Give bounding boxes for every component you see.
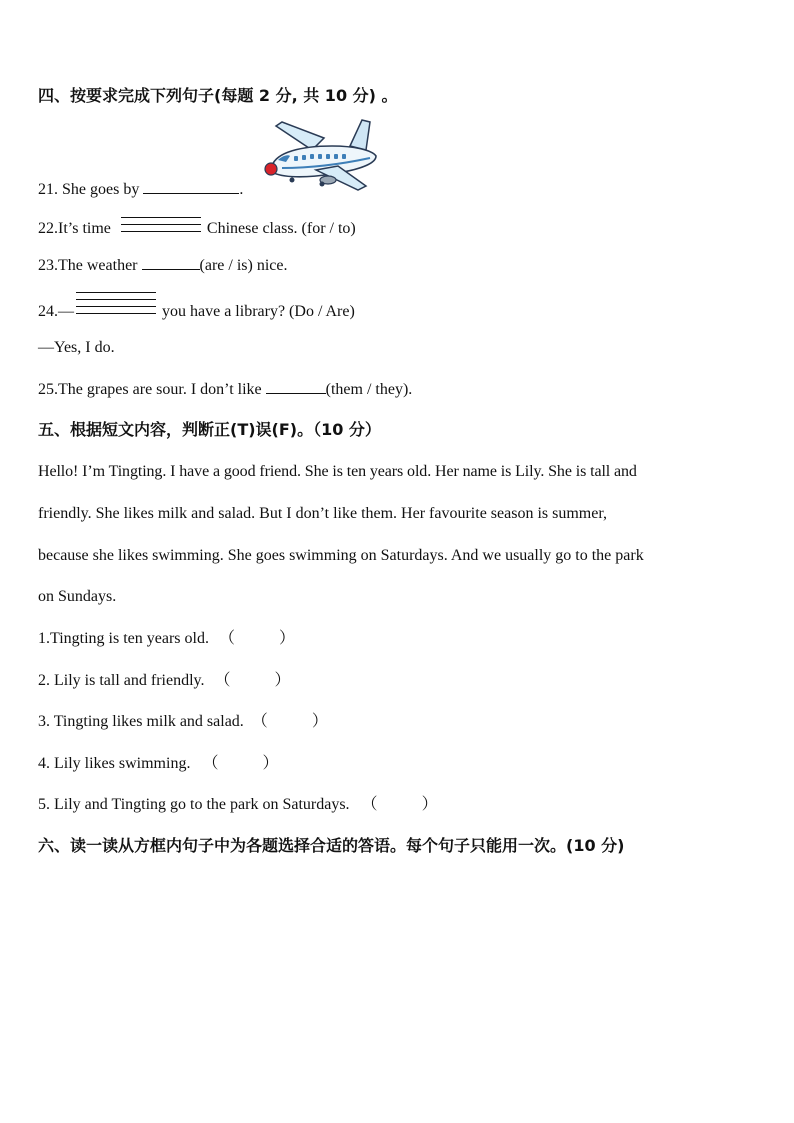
- question-24-start: 24.—: [38, 303, 74, 320]
- paren-close: ）: [311, 713, 328, 730]
- judge-item-3-text: 3. Tingting likes milk and salad.: [38, 713, 244, 730]
- judge-item-1: [38, 629, 295, 649]
- paren-close: ）: [421, 796, 438, 813]
- question-23: [38, 255, 287, 276]
- paren-close: ）: [278, 630, 295, 647]
- section5-heading: 五、根据短文内容，判断正(T)误(F)。（10 分）: [38, 420, 381, 439]
- answer-blank-25[interactable]: [266, 379, 326, 394]
- section6-heading: 六、读一读从方框内句子中为各题选择合适的答语。每个句子只能用一次。(10 分): [38, 836, 625, 855]
- judge-item-2: [38, 671, 291, 691]
- section4-heading: 四、按要求完成下列句子(每题 2 分, 共 10 分) 。: [38, 86, 398, 105]
- answer-blank-23[interactable]: [142, 255, 200, 270]
- answer-paren-3[interactable]: [252, 712, 328, 732]
- answer-paren-1[interactable]: [219, 629, 295, 649]
- question-22-end: Chinese class. (for / to): [206, 220, 356, 237]
- answer-paren-4[interactable]: [202, 754, 278, 774]
- question-24-end: you have a library? (Do / Are): [162, 303, 355, 320]
- paren-open: （: [218, 630, 235, 647]
- passage-line-1: Hello! I’m Tingting. I have a good friend. She is ten years old. Her name is Lily. She is tall and: [38, 463, 637, 480]
- judge-item-5: [38, 795, 438, 815]
- question-24-answer: —Yes, I do.: [38, 339, 115, 356]
- judge-item-3: [38, 712, 328, 732]
- airplane-image: [262, 116, 380, 194]
- judge-item-4: [38, 754, 278, 774]
- answer-lines-22[interactable]: [121, 217, 201, 239]
- question-23-end: (are / is) nice.: [199, 257, 288, 274]
- judge-item-5-text: 5. Lily and Tingting go to the park on Saturdays.: [38, 796, 350, 813]
- question-21-text: 21. She goes by: [38, 181, 144, 198]
- question-21-end: .: [239, 181, 244, 198]
- question-24: [38, 300, 355, 322]
- question-23-start: 23.The weather: [38, 257, 142, 274]
- question-25-end: (them / they).: [325, 381, 413, 398]
- question-22: [38, 217, 356, 239]
- paren-open: （: [214, 672, 231, 689]
- judge-item-1-text: 1.Tingting is ten years old.: [38, 630, 209, 647]
- answer-paren-2[interactable]: [214, 671, 290, 691]
- passage-line-3: because she likes swimming. She goes swimming on Saturdays. And we usually go to the park: [38, 547, 644, 564]
- question-25: [38, 379, 412, 400]
- passage-line-4: on Sundays.: [38, 588, 117, 605]
- passage-line-2: friendly. She likes milk and salad. But I don’t like them. Her favourite season is summer,: [38, 505, 608, 522]
- paren-open: （: [361, 796, 378, 813]
- judge-item-2-text: 2. Lily is tall and friendly.: [38, 672, 205, 689]
- question-22-start: 22.It’s time: [38, 220, 111, 237]
- paren-close: ）: [262, 755, 279, 772]
- paren-open: （: [202, 755, 219, 772]
- answer-paren-5[interactable]: [362, 795, 438, 815]
- paren-open: （: [251, 713, 268, 730]
- judge-item-4-text: 4. Lily likes swimming.: [38, 755, 191, 772]
- answer-blank-21[interactable]: [143, 179, 239, 194]
- question-21: [38, 179, 243, 200]
- question-25-start: 25.The grapes are sour. I don’t like: [38, 381, 266, 398]
- answer-lines-24[interactable]: [76, 300, 156, 322]
- paren-close: ）: [274, 672, 291, 689]
